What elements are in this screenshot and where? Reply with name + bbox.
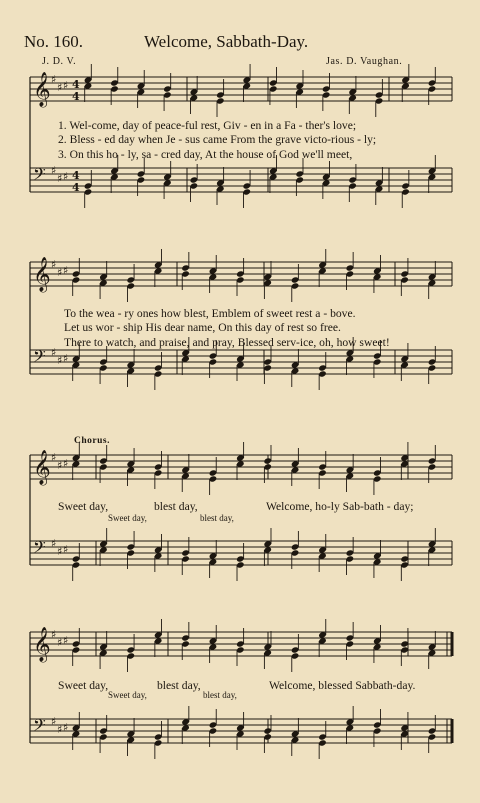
- time-signature-top: 4: [72, 78, 80, 91]
- verse-line: To the wea - ry ones how blest, Emblem of sweet rest a - bove.: [64, 307, 356, 320]
- sharp-sign: ♯: [57, 545, 63, 558]
- verse-line: Let us wor - ship His dear name, On this day of rest so free.: [64, 321, 341, 335]
- chorus-echo-lyric: Sweet day,: [108, 690, 147, 700]
- time-signature-bottom: 4: [72, 90, 80, 103]
- sharp-sign: ♯: [63, 721, 69, 734]
- sharp-sign: ♯: [63, 634, 69, 647]
- sharp-sign: ♯: [63, 543, 69, 556]
- chorus-echo-lyric: Sweet day,: [108, 513, 147, 523]
- hymn-title: Welcome, Sabbath-Day.: [144, 32, 309, 51]
- chorus-lyric: Welcome, ho-ly Sab-bath - day;: [266, 500, 414, 513]
- verse-lyrics-block-1: [58, 119, 376, 162]
- bass-clef: 𝄢: [33, 537, 46, 561]
- bass-clef: 𝄢: [33, 164, 46, 188]
- verse-line: There to watch, and praise, and pray, Blessed serv-ice, oh, how sweet!: [64, 335, 390, 349]
- music-credit: Jas. D. Vaughan.: [326, 56, 403, 67]
- sharp-sign: ♯: [51, 346, 57, 359]
- verse-line: 2. Bless - ed day when Je - sus came From the grave victo-rious - ly;: [58, 133, 377, 147]
- verse-lyrics-block-2: [64, 307, 390, 350]
- treble-clef: 𝄞: [33, 257, 51, 292]
- treble-clef: 𝄞: [33, 450, 51, 485]
- sharp-sign: ♯: [57, 459, 63, 472]
- chorus-lyric: Sweet day,: [58, 500, 109, 513]
- sharp-sign: ♯: [57, 266, 63, 279]
- sharp-sign: ♯: [63, 170, 69, 183]
- sharp-sign: ♯: [51, 715, 57, 728]
- chorus-label: Chorus.: [74, 436, 110, 446]
- sharp-sign: ♯: [63, 79, 69, 92]
- chorus-lyric: blest day,: [154, 500, 198, 513]
- chorus-lyric: blest day,: [157, 679, 201, 692]
- time-signature-top: 4: [72, 169, 80, 182]
- time-signature-bottom: 4: [72, 181, 80, 194]
- treble-clef: 𝄞: [33, 72, 51, 107]
- chorus-echo-lyric: blest day,: [203, 690, 237, 700]
- words-credit: J. D. V.: [42, 56, 77, 67]
- sharp-sign: ♯: [51, 537, 57, 550]
- sharp-sign: ♯: [63, 264, 69, 277]
- sharp-sign: ♯: [57, 636, 63, 649]
- verse-line: 3. On this ho - ly, sa - cred day, At the house of God we'll meet,: [58, 147, 353, 161]
- sharp-sign: ♯: [63, 352, 69, 365]
- sharp-sign: ♯: [51, 451, 57, 464]
- sharp-sign: ♯: [57, 723, 63, 736]
- bass-clef: 𝄢: [33, 715, 46, 739]
- sharp-sign: ♯: [57, 81, 63, 94]
- sharp-sign: ♯: [51, 628, 57, 641]
- sharp-sign: ♯: [51, 164, 57, 177]
- sharp-sign: ♯: [63, 457, 69, 470]
- bass-clef: 𝄢: [33, 346, 46, 370]
- sharp-sign: ♯: [57, 354, 63, 367]
- chorus-echo-lyric: blest day,: [200, 513, 234, 523]
- sharp-sign: ♯: [57, 172, 63, 185]
- chorus-lyric: Sweet day,: [58, 679, 109, 692]
- sharp-sign: ♯: [51, 73, 57, 86]
- hymn-number: No. 160.: [24, 32, 84, 51]
- sharp-sign: ♯: [51, 258, 57, 271]
- treble-clef: 𝄞: [33, 627, 51, 662]
- chorus-lyric: Welcome, blessed Sabbath-day.: [269, 679, 416, 692]
- verse-line: 1. Wel-come, day of peace-ful rest, Giv - en in a Fa - ther's love;: [58, 119, 357, 132]
